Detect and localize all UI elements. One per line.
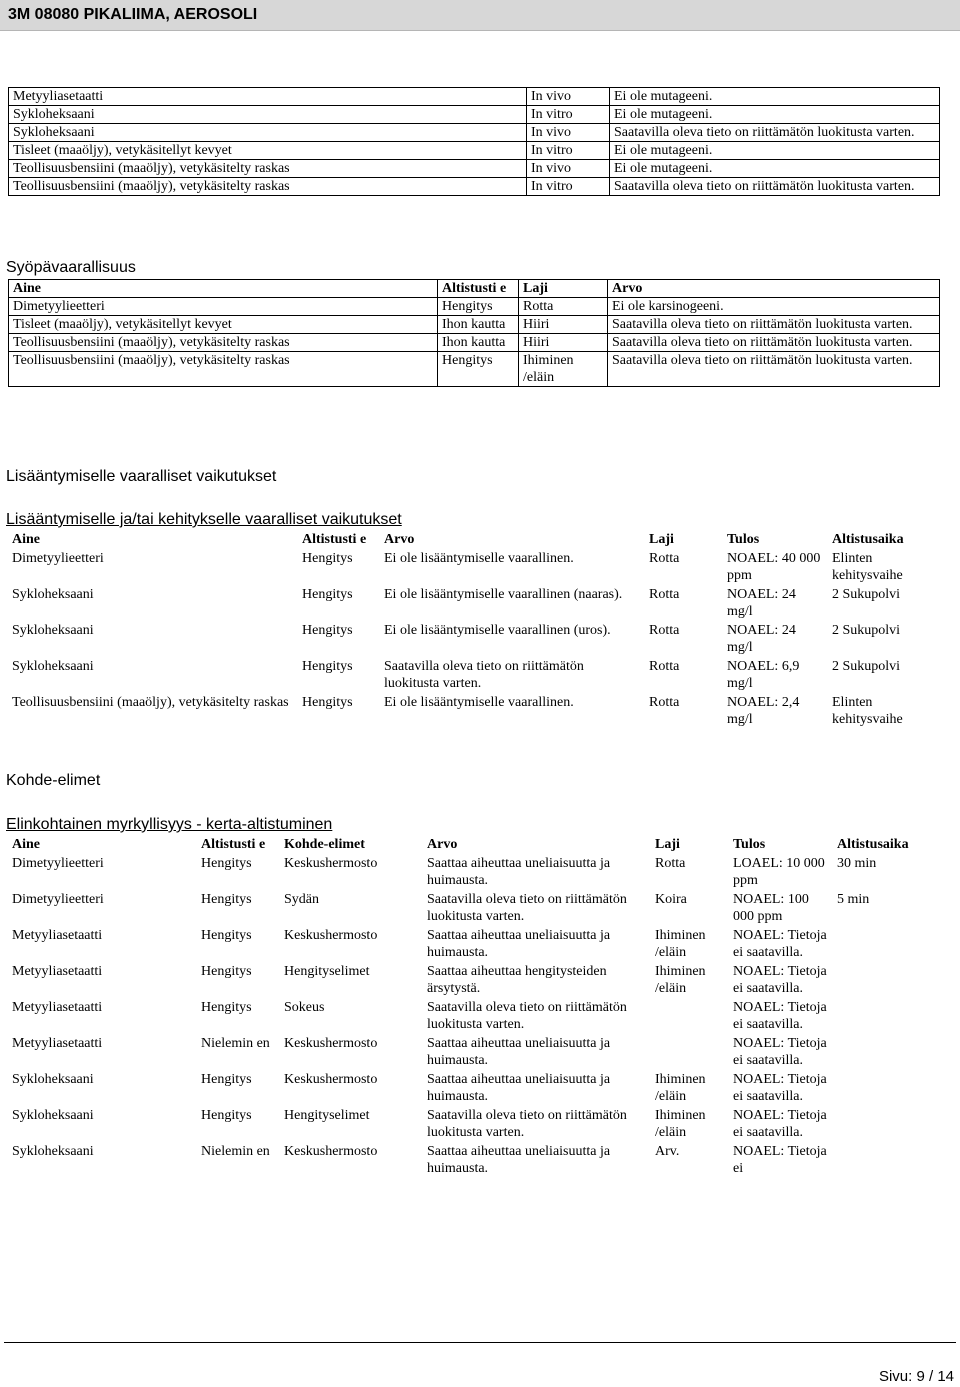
table-cell: [833, 1035, 928, 1071]
table-cell: In vivo: [527, 160, 610, 178]
table-cell: In vitro: [527, 106, 610, 124]
table-cell: Metyyliasetaatti: [12, 928, 103, 943]
table-cell: NOAEL: 6,9 mg/l: [727, 659, 800, 691]
table-cell: Ihiminen /eläin: [655, 964, 706, 996]
table-cell: NOAEL: 2,4 mg/l: [727, 695, 800, 727]
column-header: Arvo: [608, 280, 940, 298]
column-header: Laji: [519, 280, 608, 298]
table-cell: Hengitys: [201, 928, 252, 943]
table-row: [8, 622, 928, 658]
table-cell: Hengitys: [201, 892, 252, 907]
table-cell: Elinten kehitysvaihe: [832, 695, 903, 727]
carcinogenicity-title: Syöpävaarallisuus: [6, 259, 136, 276]
table-row: [8, 855, 928, 891]
table-cell: Ei ole mutageeni.: [610, 106, 940, 124]
table-cell: NOAEL: 24 mg/l: [727, 623, 796, 655]
carcinogenicity-table: [8, 279, 940, 387]
table-cell: Sykloheksaani: [9, 124, 527, 142]
table-cell: Nielemin en: [201, 1036, 270, 1051]
table-cell: 2 Sukupolvi: [832, 587, 901, 602]
table-cell: Saattaa aiheuttaa uneliaisuutta ja huimausta.: [427, 1036, 611, 1068]
target-organs-table: [8, 836, 928, 1179]
table-cell: Saattaa aiheuttaa uneliaisuutta ja huimausta.: [427, 928, 611, 960]
column-header: Altistusaika: [832, 532, 904, 547]
table-cell: Ihiminen /eläin: [655, 928, 706, 960]
table-cell: Rotta: [649, 551, 680, 566]
table-cell: Keskushermosto: [284, 1144, 378, 1159]
table-row: [8, 586, 928, 622]
table-cell: Saatavilla oleva tieto on riittämätön luokitusta varten.: [427, 1108, 627, 1140]
table-cell: Saatavilla oleva tieto on riittämätön luokitusta varten.: [608, 352, 940, 387]
table-cell: NOAEL: 100 000 ppm: [733, 892, 809, 924]
table-row: [8, 694, 928, 730]
table-cell: Saattaa aiheuttaa hengitysteiden ärsytystä.: [427, 964, 607, 996]
table-cell: Hiiri: [519, 316, 608, 334]
table-cell: Arv.: [655, 1144, 680, 1159]
table-cell: Metyyliasetaatti: [12, 1000, 103, 1015]
table-cell: Metyyliasetaatti: [9, 88, 527, 106]
mutagenicity-table: [8, 87, 940, 196]
table-cell: Keskushermosto: [284, 1072, 378, 1087]
table-row: [8, 963, 928, 999]
table-cell: Metyyliasetaatti: [12, 1036, 103, 1051]
table-cell: Saatavilla oleva tieto on riittämätön luokitusta varten.: [610, 124, 940, 142]
reproductive-table: [8, 531, 928, 730]
table-cell: [833, 1071, 928, 1107]
table-cell: Ihiminen /eläin: [655, 1072, 706, 1104]
table-cell: Sykloheksaani: [12, 587, 94, 602]
table-cell: Hengitys: [438, 352, 519, 387]
table-row: [9, 352, 940, 387]
table-cell: [833, 999, 928, 1035]
table-cell: Tisleet (maaöljy), vetykäsitellyt kevyet: [9, 316, 438, 334]
table-cell: In vivo: [527, 88, 610, 106]
table-row: [8, 1071, 928, 1107]
table-cell: Keskushermosto: [284, 928, 378, 943]
table-cell: Sykloheksaani: [12, 659, 94, 674]
table-row: [8, 891, 928, 927]
table-cell: Saatavilla oleva tieto on riittämätön luokitusta varten.: [427, 892, 627, 924]
table-cell: Rotta: [649, 695, 680, 710]
table-cell: [651, 1035, 729, 1071]
table-cell: Ihiminen /eläin: [655, 1108, 706, 1140]
target-organs-subtitle: Elinkohtainen myrkyllisyys - kerta-altistuminen: [6, 816, 333, 833]
table-cell: [651, 999, 729, 1035]
target-organs-title: Kohde-elimet: [6, 772, 101, 789]
table-cell: Ei ole lisääntymiselle vaarallinen (uros).: [384, 623, 611, 638]
document-title: 3M 08080 PIKALIIMA, AEROSOLI: [8, 6, 258, 23]
table-cell: Dimetyylieetteri: [12, 856, 104, 871]
table-row: [9, 316, 940, 334]
header-bar: [0, 0, 960, 31]
table-cell: Ei ole lisääntymiselle vaarallinen (naaras).: [384, 587, 623, 602]
table-cell: Ihon kautta: [438, 334, 519, 352]
table-cell: Hengitys: [201, 1072, 252, 1087]
column-header: Altistusti e: [438, 280, 519, 298]
table-row: [8, 658, 928, 694]
table-cell: Ei ole lisääntymiselle vaarallinen.: [384, 551, 574, 566]
table-cell: Rotta: [649, 623, 680, 638]
table-row: [9, 124, 940, 142]
table-cell: [833, 963, 928, 999]
table-cell: Saattaa aiheuttaa uneliaisuutta ja huimausta.: [427, 856, 611, 888]
column-header: Aine: [12, 837, 40, 852]
table-cell: Teollisuusbensiini (maaöljy), vetykäsitelty raskas: [9, 334, 438, 352]
table-cell: Rotta: [655, 856, 686, 871]
table-header-row: [9, 280, 940, 298]
table-cell: Hengitys: [302, 623, 353, 638]
table-cell: 2 Sukupolvi: [832, 623, 901, 638]
table-cell: Hengitys: [302, 551, 353, 566]
table-cell: Rotta: [519, 298, 608, 316]
table-cell: 30 min: [837, 856, 877, 871]
table-cell: NOAEL: 40 000 ppm: [727, 551, 821, 583]
column-header: Altistusti e: [302, 532, 367, 547]
table-cell: Teollisuusbensiini (maaöljy), vetykäsitelty raskas: [9, 352, 438, 387]
table-cell: 2 Sukupolvi: [832, 659, 901, 674]
table-header-row: [8, 531, 928, 550]
table-cell: In vitro: [527, 178, 610, 196]
table-row: [9, 178, 940, 196]
table-cell: Sykloheksaani: [12, 1108, 94, 1123]
table-cell: Rotta: [649, 587, 680, 602]
table-cell: Hiiri: [519, 334, 608, 352]
table-cell: Hengitys: [201, 856, 252, 871]
column-header: Altistusaika: [837, 837, 909, 852]
table-row: [9, 142, 940, 160]
column-header: Tulos: [733, 837, 766, 852]
page-number: Sivu: 9 / 14: [878, 1368, 954, 1385]
table-row: [9, 298, 940, 316]
reproductive-title: Lisääntymiselle vaaralliset vaikutukset: [6, 468, 277, 485]
table-cell: Ihon kautta: [438, 316, 519, 334]
table-cell: Hengitys: [302, 659, 353, 674]
table-cell: Saattaa aiheuttaa uneliaisuutta ja huimausta.: [427, 1144, 611, 1176]
table-row: [8, 550, 928, 586]
table-cell: Sykloheksaani: [12, 623, 94, 638]
table-cell: Tisleet (maaöljy), vetykäsitellyt kevyet: [9, 142, 527, 160]
table-cell: [833, 927, 928, 963]
table-cell: Ei ole mutageeni.: [610, 88, 940, 106]
table-cell: Ei ole lisääntymiselle vaarallinen.: [384, 695, 574, 710]
column-header: Laji: [649, 532, 674, 547]
table-row: [9, 160, 940, 178]
table-cell: Ei ole mutageeni.: [610, 142, 940, 160]
table-cell: Hengitys: [302, 587, 353, 602]
table-cell: LOAEL: 10 000 ppm: [733, 856, 825, 888]
column-header: Tulos: [727, 532, 760, 547]
column-header: Arvo: [384, 532, 415, 547]
table-cell: NOAEL: Tietoja ei: [733, 1144, 827, 1176]
table-cell: Hengitys: [201, 1108, 252, 1123]
table-row: [8, 1143, 928, 1179]
table-cell: Sydän: [284, 892, 319, 907]
table-cell: Keskushermosto: [284, 856, 378, 871]
table-cell: Hengitys: [302, 695, 353, 710]
table-cell: Teollisuusbensiini (maaöljy), vetykäsitelty raskas: [12, 695, 289, 710]
table-cell: NOAEL: Tietoja ei saatavilla.: [733, 1000, 827, 1032]
table-cell: Saatavilla oleva tieto on riittämätön luokitusta varten.: [384, 659, 584, 691]
table-cell: Teollisuusbensiini (maaöljy), vetykäsitelty raskas: [9, 178, 527, 196]
table-cell: NOAEL: Tietoja ei saatavilla.: [733, 964, 827, 996]
table-cell: Dimetyylieetteri: [12, 892, 104, 907]
footer-divider: [4, 1342, 956, 1343]
table-cell: Saattaa aiheuttaa uneliaisuutta ja huimausta.: [427, 1072, 611, 1104]
reproductive-subtitle: Lisääntymiselle ja/tai kehitykselle vaaralliset vaikutukset: [6, 511, 402, 528]
table-cell: Saatavilla oleva tieto on riittämätön luokitusta varten.: [610, 178, 940, 196]
table-cell: NOAEL: Tietoja ei saatavilla.: [733, 928, 827, 960]
table-cell: Metyyliasetaatti: [12, 964, 103, 979]
table-cell: Koira: [655, 892, 687, 907]
table-cell: Hengitys: [438, 298, 519, 316]
table-cell: 5 min: [837, 892, 870, 907]
table-cell: Rotta: [649, 659, 680, 674]
table-row: [9, 88, 940, 106]
table-cell: NOAEL: Tietoja ei saatavilla.: [733, 1108, 827, 1140]
table-cell: Sykloheksaani: [12, 1072, 94, 1087]
table-row: [9, 334, 940, 352]
table-cell: Dimetyylieetteri: [9, 298, 438, 316]
table-cell: Saatavilla oleva tieto on riittämätön luokitusta varten.: [608, 316, 940, 334]
table-cell: Elinten kehitysvaihe: [832, 551, 903, 583]
column-header: Altistusti e: [201, 837, 266, 852]
table-cell: Teollisuusbensiini (maaöljy), vetykäsitelty raskas: [9, 160, 527, 178]
table-cell: In vivo: [527, 124, 610, 142]
table-cell: Nielemin en: [201, 1144, 270, 1159]
table-row: [8, 1035, 928, 1071]
table-row: [8, 1107, 928, 1143]
table-cell: Hengitys: [201, 964, 252, 979]
table-cell: Sokeus: [284, 1000, 325, 1015]
column-header: Laji: [655, 837, 680, 852]
table-cell: Sykloheksaani: [9, 106, 527, 124]
table-cell: Ei ole mutageeni.: [610, 160, 940, 178]
table-cell: Hengitys: [201, 1000, 252, 1015]
table-cell: Ihiminen /eläin: [519, 352, 608, 387]
table-row: [8, 927, 928, 963]
table-cell: Dimetyylieetteri: [12, 551, 104, 566]
table-cell: Keskushermosto: [284, 1036, 378, 1051]
column-header: Aine: [12, 532, 40, 547]
table-cell: NOAEL: Tietoja ei saatavilla.: [733, 1036, 827, 1068]
column-header: Arvo: [427, 837, 458, 852]
table-cell: Saatavilla oleva tieto on riittämätön luokitusta varten.: [608, 334, 940, 352]
column-header: Kohde-elimet: [284, 837, 365, 852]
table-cell: Ei ole karsinogeeni.: [608, 298, 940, 316]
table-cell: Hengityselimet: [284, 964, 370, 979]
table-cell: NOAEL: Tietoja ei saatavilla.: [733, 1072, 827, 1104]
table-row: [8, 999, 928, 1035]
table-cell: In vitro: [527, 142, 610, 160]
table-cell: Saatavilla oleva tieto on riittämätön luokitusta varten.: [427, 1000, 627, 1032]
table-cell: NOAEL: 24 mg/l: [727, 587, 796, 619]
table-row: [9, 106, 940, 124]
table-cell: [833, 1143, 928, 1179]
table-cell: Sykloheksaani: [12, 1144, 94, 1159]
table-header-row: [8, 836, 928, 855]
column-header: Aine: [9, 280, 438, 298]
table-cell: [833, 1107, 928, 1143]
table-cell: Hengityselimet: [284, 1108, 370, 1123]
